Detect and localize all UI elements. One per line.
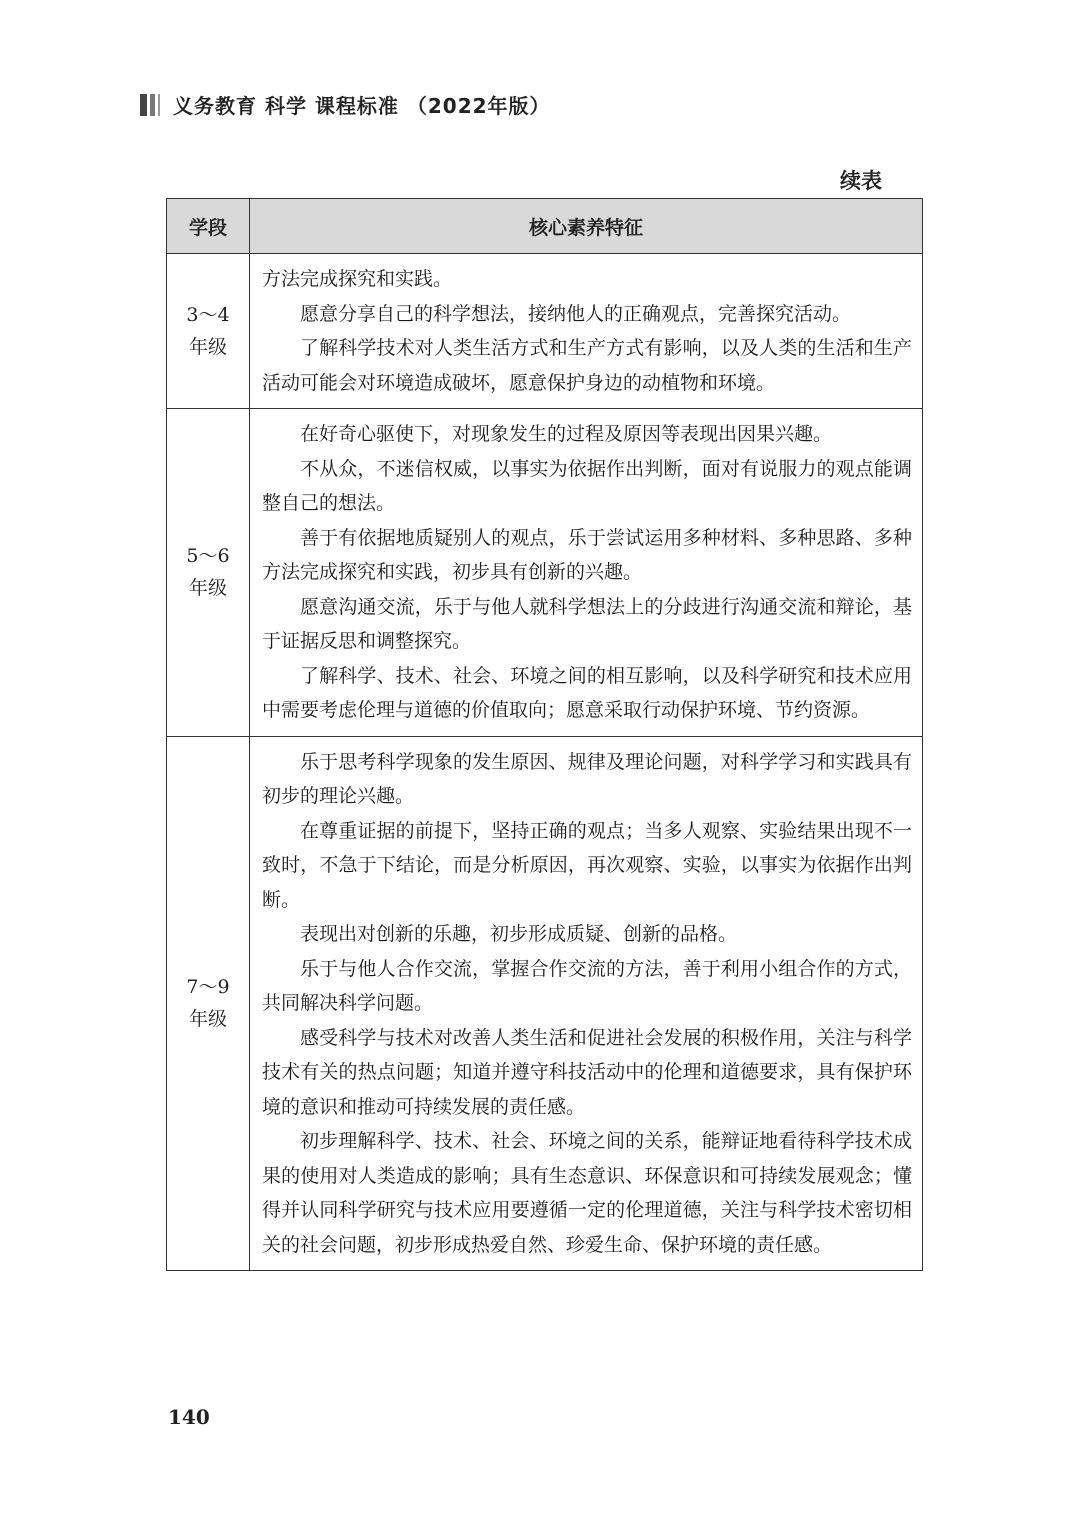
- features-cell: [250, 409, 923, 737]
- stage-cell: [167, 736, 250, 1271]
- feature-paragraph: 乐于思考科学现象的发生原因、规律及理论问题，对科学学习和实践具有初步的理论兴趣。: [262, 750, 912, 807]
- table-row: [167, 254, 923, 409]
- feature-paragraph: 愿意分享自己的科学想法，接纳他人的正确观点，完善探究活动。: [300, 302, 852, 325]
- header-bars-icon: [140, 94, 163, 116]
- feature-paragraph: 在好奇心驱使下，对现象发生的过程及原因等表现出因果兴趣。: [300, 423, 833, 445]
- stage-grade-range: 7～9: [186, 976, 230, 999]
- stage-grade-label: 年级: [188, 336, 227, 358]
- feature-paragraph: 愿意沟通交流，乐于与他人就科学想法上的分歧进行沟通交流和辩论，基于证据反思和调整探究。: [262, 595, 912, 652]
- stage-grade-label: 年级: [188, 577, 227, 600]
- features-cell: [250, 254, 923, 409]
- feature-paragraph: 善于有依据地质疑别人的观点，乐于尝试运用多种材料、多种思路、多种方法完成探究和实践，初步具有创新的兴趣。: [262, 526, 912, 583]
- stage-cell: [167, 254, 250, 409]
- feature-paragraph: 方法完成探究和实践。: [262, 268, 453, 290]
- stage-cell: [167, 409, 250, 737]
- column-header-stage: 学段: [167, 199, 250, 254]
- table-header-row: [167, 199, 923, 254]
- feature-paragraph: 了解科学技术对人类生活方式和生产方式有影响，以及人类的生活和生产活动可能会对环境造成破坏，愿意保护身边的动植物和环境。: [262, 337, 912, 394]
- table-row: [167, 736, 923, 1271]
- features-cell: [250, 736, 923, 1271]
- page-number: 140: [168, 1405, 210, 1429]
- feature-paragraph: 了解科学、技术、社会、环境之间的相互影响，以及科学研究和技术应用中需要考虑伦理与道德的价值取向；愿意采取行动保护环境、节约资源。: [262, 664, 912, 721]
- feature-paragraph: 感受科学与技术对改善人类生活和促进社会发展的积极作用，关注与科学技术有关的热点问题；知道并遵守科技活动中的伦理和道德要求，具有保护环境的意识和推动可持续发展的责任感。: [262, 1026, 912, 1118]
- core-literacy-table: [166, 198, 923, 1271]
- feature-paragraph: 乐于与他人合作交流，掌握合作交流的方法，善于利用小组合作的方式，共同解决科学问题。: [262, 957, 912, 1014]
- feature-paragraph: 在尊重证据的前提下，坚持正确的观点；当多人观察、实验结果出现不一致时，不急于下结论，而是分析原因，再次观察、实验，以事实为依据作出判断。: [262, 819, 912, 911]
- stage-grade-range: 5～6: [186, 545, 230, 568]
- feature-paragraph: 初步理解科学、技术、社会、环境之间的关系，能辩证地看待科学技术成果的使用对人类造成的影响；具有生态意识、环保意识和可持续发展观念；懂得并认同科学研究与技术应用要遵循一定的伦理道德，关注与科学技术密切相关的社会问题，初步形成热爱自然、珍爱生命、保护环境的责任感。: [262, 1130, 912, 1256]
- table-row: [167, 409, 923, 737]
- column-header-features: 核心素养特征: [250, 199, 923, 254]
- running-header: [140, 90, 551, 119]
- feature-paragraph: 表现出对创新的乐趣，初步形成质疑、创新的品格。: [300, 923, 738, 945]
- feature-paragraph: 不从众，不迷信权威，以事实为依据作出判断，面对有说服力的观点能调整自己的想法。: [262, 457, 912, 514]
- continued-label: 续表: [840, 169, 882, 193]
- stage-grade-label: 年级: [188, 1008, 227, 1031]
- header-title: 义务教育 科学 课程标准 （2022年版）: [173, 94, 551, 118]
- stage-grade-range: 3～4: [186, 304, 230, 326]
